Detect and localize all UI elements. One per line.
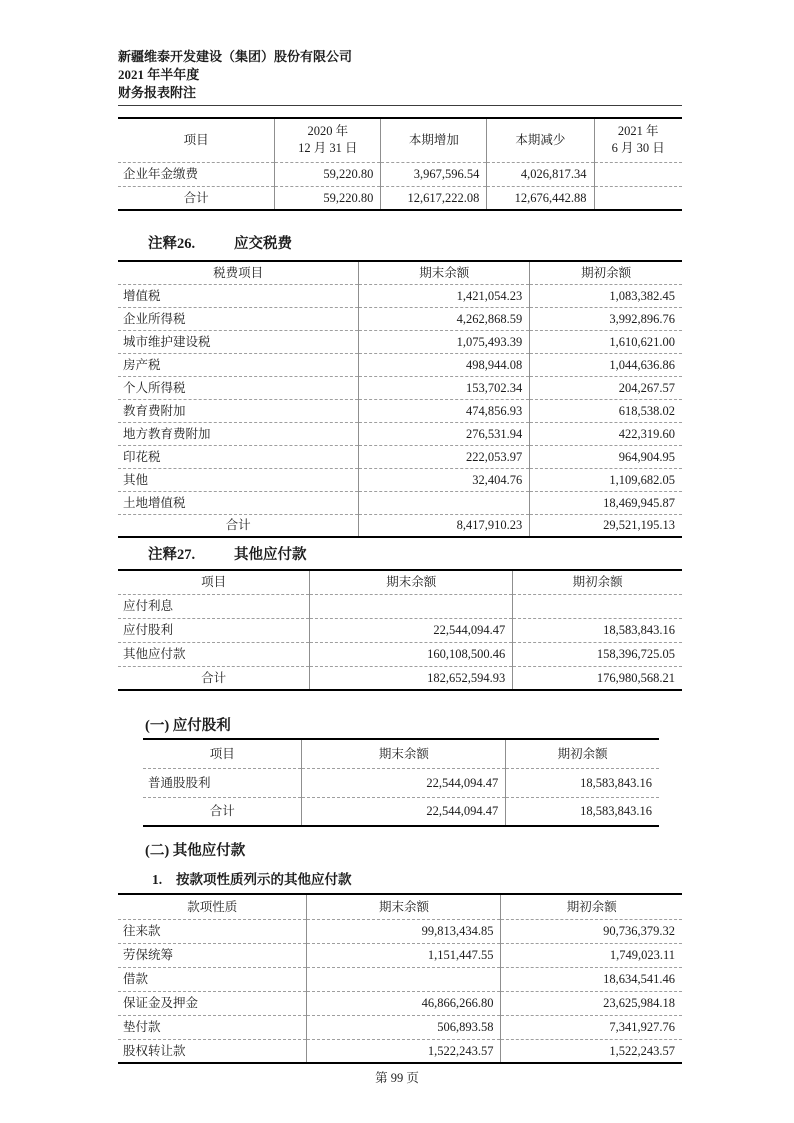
table-header-row <box>118 118 682 162</box>
table-row <box>118 468 682 491</box>
tax-payable-table <box>118 260 682 538</box>
cell-decrease: 4,026,817.34 <box>487 162 594 186</box>
cell-opening: 964,904.95 <box>530 445 682 468</box>
col-header-item: 款项性质 <box>118 894 307 919</box>
table-row <box>118 594 682 618</box>
cell-closing <box>594 186 682 210</box>
cell-closing: 1,421,054.23 <box>359 284 530 307</box>
cell-item: 股权转让款 <box>118 1039 307 1063</box>
report-period: 2021 年半年度 <box>118 67 200 82</box>
cell-opening: 18,583,843.16 <box>513 618 682 642</box>
cell-item: 个人所得税 <box>118 376 359 399</box>
cell-item: 合计 <box>143 797 302 826</box>
cell-closing: 153,702.34 <box>359 376 530 399</box>
note26-title: 应交税费 <box>234 236 292 252</box>
cell-opening: 204,267.57 <box>530 376 682 399</box>
cell-item: 应付利息 <box>118 594 310 618</box>
other-payables-subheading <box>152 871 682 889</box>
cell-opening: 18,583,843.16 <box>506 768 659 797</box>
col-header-item: 项目 <box>118 118 275 162</box>
cell-closing: 160,108,500.46 <box>310 642 513 666</box>
col-header-closing: 期末余额 <box>307 894 501 919</box>
table-row <box>118 491 682 514</box>
note27-title: 其他应付款 <box>234 547 307 563</box>
cell-opening: 18,583,843.16 <box>506 797 659 826</box>
cell-item: 应付股利 <box>118 618 310 642</box>
col-header-opening: 期初余额 <box>557 746 608 761</box>
cell-item: 合计 <box>118 666 310 690</box>
table-row <box>118 445 682 468</box>
note26-heading <box>118 235 682 254</box>
cell-opening: 1,610,621.00 <box>530 330 682 353</box>
cell-item: 教育费附加 <box>118 399 359 422</box>
doc-title: 财务报表附注 <box>118 85 197 100</box>
cell-closing: 498,944.08 <box>359 353 530 376</box>
cell-opening: 59,220.80 <box>275 186 381 210</box>
table-row <box>118 919 682 943</box>
table-header-row <box>118 894 682 919</box>
table-row <box>118 330 682 353</box>
col-header-closing: 期末余额 <box>310 570 513 594</box>
company-name: 新疆维泰开发建设（集团）股份有限公司 <box>118 49 353 64</box>
cell-opening: 422,319.60 <box>530 422 682 445</box>
cell-opening: 18,634,541.46 <box>501 967 682 991</box>
note27-number: 注释27. <box>148 547 196 563</box>
other-payables-section-heading: (二) 其他应付款 <box>145 843 246 859</box>
table-row <box>118 376 682 399</box>
document-header <box>118 48 682 102</box>
cell-closing: 222,053.97 <box>359 445 530 468</box>
cell-item: 借款 <box>118 967 307 991</box>
col-header-item: 项目 <box>143 739 302 768</box>
cell-opening <box>513 594 682 618</box>
table-row <box>118 399 682 422</box>
cell-opening: 1,109,682.05 <box>530 468 682 491</box>
cell-item: 企业所得税 <box>118 307 359 330</box>
cell-item: 土地增值税 <box>118 491 359 514</box>
cell-closing: 46,866,266.80 <box>307 991 501 1015</box>
cell-closing <box>359 491 530 514</box>
cell-item: 普通股股利 <box>143 768 302 797</box>
cell-opening: 90,736,379.32 <box>501 919 682 943</box>
cell-opening: 3,992,896.76 <box>530 307 682 330</box>
table-total-row <box>118 514 682 537</box>
cell-closing: 506,893.58 <box>307 1015 501 1039</box>
table-row <box>118 162 682 186</box>
col-header-closing: 期末余额 <box>302 739 506 768</box>
cell-item: 保证金及押金 <box>118 991 307 1015</box>
col-header-closing-2021: 2021 年 6 月 30 日 <box>611 124 665 156</box>
table-row <box>118 1039 682 1063</box>
cell-closing: 276,531.94 <box>359 422 530 445</box>
cell-opening: 59,220.80 <box>275 162 381 186</box>
cell-closing: 22,544,094.47 <box>302 768 506 797</box>
cell-item: 合计 <box>118 186 275 210</box>
cell-opening: 23,625,984.18 <box>501 991 682 1015</box>
col-header-opening-2020: 2020 年 12 月 31 日 <box>275 118 381 162</box>
cell-closing: 8,417,910.23 <box>359 514 530 537</box>
dividends-payable-table <box>143 738 659 827</box>
cell-opening: 1,522,243.57 <box>501 1039 682 1063</box>
table-header-row <box>143 739 659 768</box>
subheading-title: 按款项性质列示的其他应付款 <box>176 872 352 887</box>
table-header-row <box>118 261 682 284</box>
cell-increase: 3,967,596.54 <box>381 162 487 186</box>
cell-closing: 474,856.93 <box>359 399 530 422</box>
table-row <box>118 943 682 967</box>
table-row <box>118 353 682 376</box>
table-row <box>118 1015 682 1039</box>
page-number: 第 99 页 <box>375 1071 419 1085</box>
col-header-item: 税费项目 <box>118 261 359 284</box>
table-row <box>118 967 682 991</box>
cell-increase: 12,617,222.08 <box>381 186 487 210</box>
col-header-closing: 期末余额 <box>359 261 530 284</box>
cell-closing <box>307 967 501 991</box>
note26-number: 注释26. <box>148 236 196 252</box>
cell-decrease: 12,676,442.88 <box>487 186 594 210</box>
header-rule <box>118 105 682 106</box>
cell-closing: 1,522,243.57 <box>307 1039 501 1063</box>
cell-closing <box>594 162 682 186</box>
cell-item: 其他 <box>118 468 359 491</box>
cell-item: 往来款 <box>118 919 307 943</box>
cell-item: 增值税 <box>118 284 359 307</box>
cell-closing: 32,404.76 <box>359 468 530 491</box>
col-header-opening: 期初余额 <box>581 265 632 280</box>
col-header-opening: 期初余额 <box>566 899 617 914</box>
table-total-row <box>118 666 682 690</box>
col-header-opening: 期初余额 <box>572 575 623 590</box>
table-header-row <box>118 570 682 594</box>
col-header-decrease: 本期减少 <box>487 118 594 162</box>
table-row <box>118 307 682 330</box>
cell-closing: 99,813,434.85 <box>307 919 501 943</box>
cell-opening: 1,749,023.11 <box>501 943 682 967</box>
cell-closing: 182,652,594.93 <box>310 666 513 690</box>
table-row <box>118 618 682 642</box>
cell-item: 垫付款 <box>118 1015 307 1039</box>
other-payables-summary-table <box>118 569 682 691</box>
col-header-increase: 本期增加 <box>381 118 487 162</box>
cell-item: 地方教育费附加 <box>118 422 359 445</box>
cell-opening: 158,396,725.05 <box>513 642 682 666</box>
table-row <box>118 422 682 445</box>
cell-opening: 29,521,195.13 <box>530 514 682 537</box>
cell-closing: 22,544,094.47 <box>302 797 506 826</box>
cell-opening: 18,469,945.87 <box>530 491 682 514</box>
cell-opening: 1,044,636.86 <box>530 353 682 376</box>
table-total-row <box>143 797 659 826</box>
table-row <box>118 284 682 307</box>
table-total-row <box>118 186 682 210</box>
cell-item: 企业年金缴费 <box>118 162 275 186</box>
subheading-number: 1. <box>152 872 163 887</box>
cell-item: 其他应付款 <box>118 642 310 666</box>
cell-opening: 618,538.02 <box>530 399 682 422</box>
cell-closing: 4,262,868.59 <box>359 307 530 330</box>
note27-heading <box>118 546 682 565</box>
cell-closing: 1,151,447.55 <box>307 943 501 967</box>
cell-item: 城市维护建设税 <box>118 330 359 353</box>
dividends-section-heading: (一) 应付股利 <box>145 718 231 734</box>
cell-item: 印花税 <box>118 445 359 468</box>
cell-closing: 22,544,094.47 <box>310 618 513 642</box>
cell-closing: 1,075,493.39 <box>359 330 530 353</box>
cell-opening: 7,341,927.76 <box>501 1015 682 1039</box>
annuity-table <box>118 117 682 211</box>
table-row <box>143 768 659 797</box>
cell-opening: 1,083,382.45 <box>530 284 682 307</box>
cell-item: 合计 <box>118 514 359 537</box>
cell-item: 劳保统筹 <box>118 943 307 967</box>
cell-opening: 176,980,568.21 <box>513 666 682 690</box>
other-payables-by-nature-table <box>118 893 682 1064</box>
table-row <box>118 991 682 1015</box>
cell-item: 房产税 <box>118 353 359 376</box>
cell-closing <box>310 594 513 618</box>
col-header-item: 项目 <box>118 570 310 594</box>
table-row <box>118 642 682 666</box>
